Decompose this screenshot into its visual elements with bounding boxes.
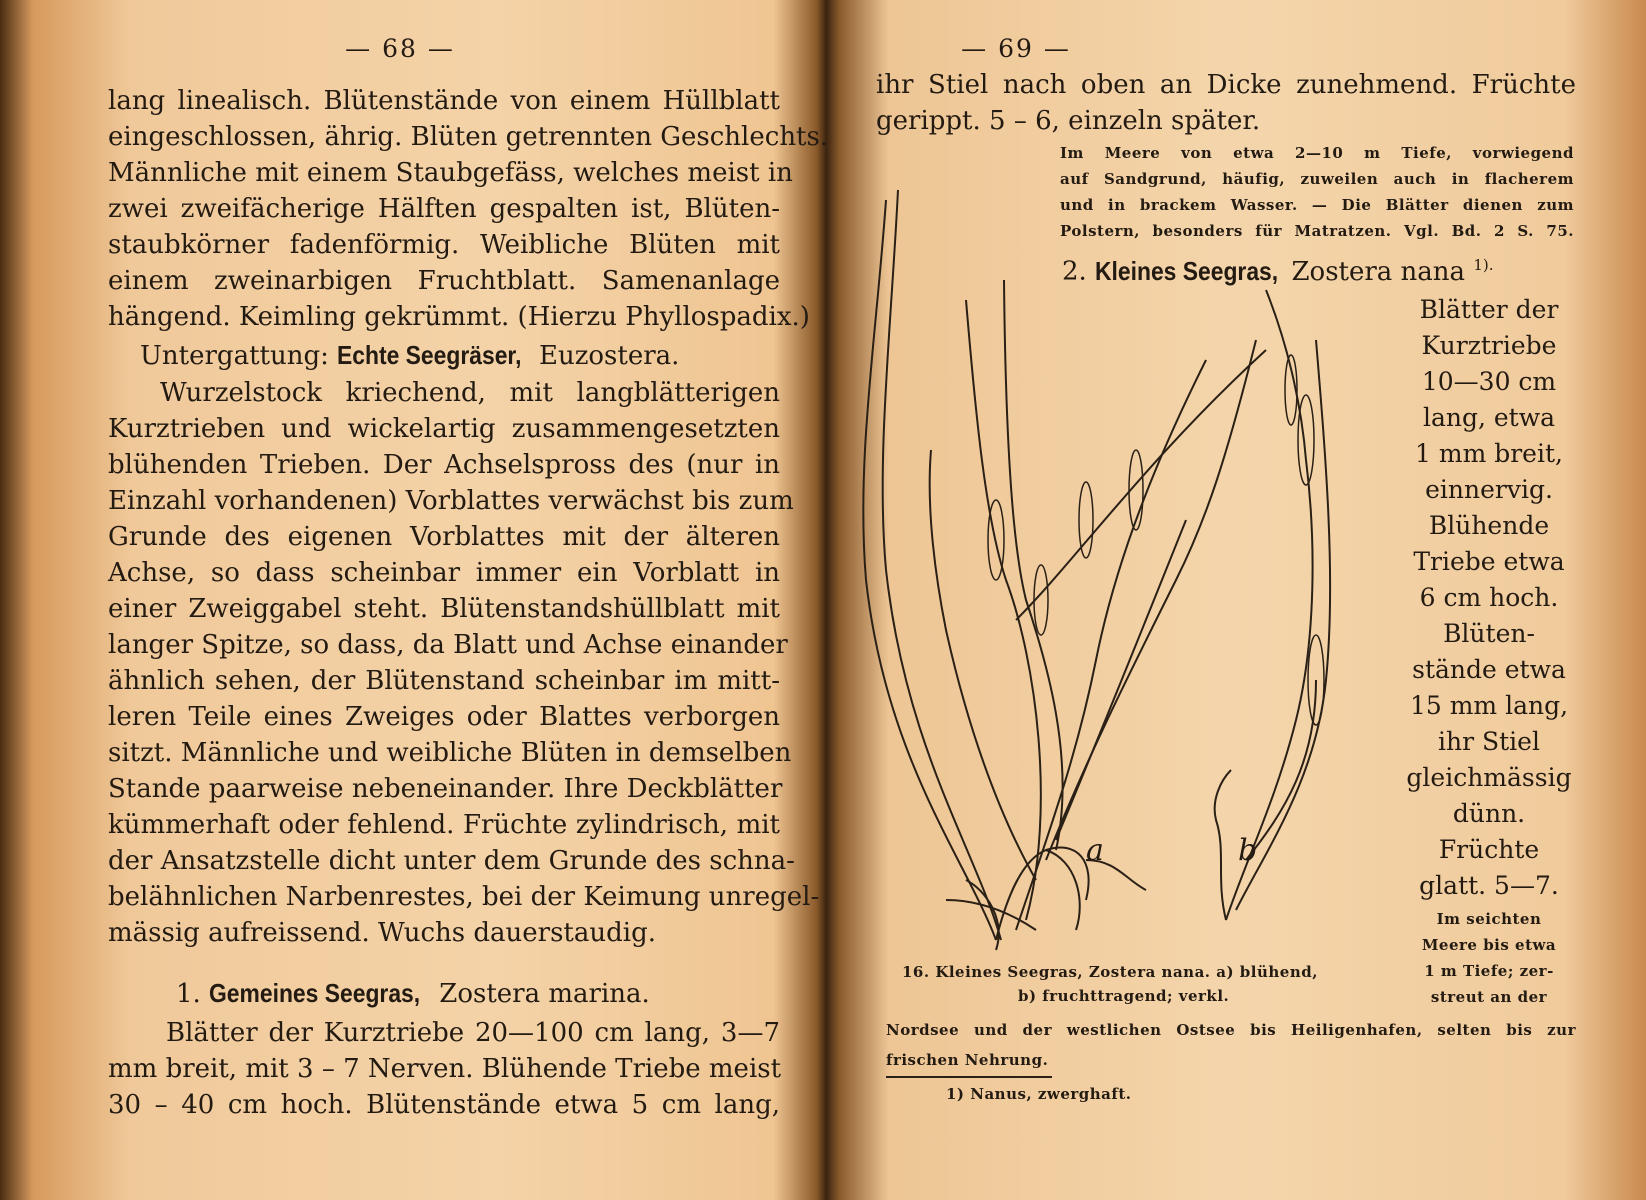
- footnote: 1) Nanus, zwerghaft.: [946, 1085, 1132, 1103]
- column-line: 6 cm hoch.: [1419, 583, 1559, 612]
- text-line: Grunde des eigenen Vorblattes mit der älteren: [108, 522, 780, 552]
- text-line: eingeschlossen, ährig. Blüten getrennten Geschlechts.: [108, 122, 829, 152]
- footnote-rule: [886, 1076, 1052, 1078]
- root-stroke: [996, 847, 1089, 940]
- species-latin: Zostera marina.: [439, 979, 650, 1009]
- leaf-stroke: [930, 450, 1036, 880]
- text-line: langer Spitze, so dass, da Blatt und Achse einander: [108, 630, 788, 660]
- text-line: mässig aufreissend. Wuchs dauerstaudig.: [108, 918, 656, 948]
- habitat-line: auf Sandgrund, häufig, zuweilen auch in flacherem: [1060, 170, 1574, 188]
- text-line: blühenden Trieben. Der Achselspross des (nur in: [108, 450, 780, 480]
- column-line: Blühende: [1428, 511, 1550, 540]
- column-line: stände etwa: [1412, 655, 1566, 684]
- text-line: sitzt. Männliche und weibliche Blüten in demselben: [108, 738, 792, 768]
- species-number: 1.: [176, 979, 201, 1009]
- text-line: Einzahl vorhandenen) Vorblattes verwächst bis zum: [108, 486, 794, 516]
- column-line: ihr Stiel: [1438, 727, 1540, 756]
- page-number-left: — 68 —: [345, 34, 455, 63]
- column-line: Kurztriebe: [1421, 331, 1557, 360]
- column-line: Blüten-: [1443, 619, 1535, 648]
- subgenus-name: Echte Seegräser,: [337, 340, 522, 370]
- text-line: hängend. Keimling gekrümmt. (Hierzu Phyllospadix.): [108, 302, 810, 332]
- leaf-stroke: [1236, 340, 1330, 910]
- habitat-line: Polstern, besonders für Matratzen. Vgl. Bd. 2 S. 75.: [1060, 222, 1574, 240]
- subgenus-latin: Euzostera.: [538, 341, 680, 371]
- figure-label-b: b: [1238, 833, 1258, 868]
- column-line: lang, etwa: [1422, 403, 1556, 432]
- species-name: Gemeines Seegras,: [209, 978, 421, 1008]
- column-line: einnervig.: [1425, 475, 1553, 504]
- habitat-line: Im Meere von etwa 2—10 m Tiefe, vorwiegend: [1060, 144, 1574, 162]
- leaf-stroke: [1046, 340, 1256, 860]
- figure-caption: b) fruchttragend; verkl.: [1018, 987, 1230, 1005]
- page-number-right: — 69 —: [961, 34, 1071, 63]
- text-line: Stande paarweise nebeneinander. Ihre Deckblätter: [108, 774, 783, 804]
- column-line: 15 mm lang,: [1409, 691, 1569, 720]
- seagrass-illustration: [846, 160, 1366, 960]
- text-line: Wurzelstock kriechend, mit langblätterigen: [160, 378, 780, 408]
- spike-shape: [1298, 395, 1314, 485]
- text-line: leren Teile eines Zweiges oder Blattes verborgen: [108, 702, 780, 732]
- right-page: [846, 0, 1646, 1200]
- species-latin: Zostera nana: [1291, 256, 1466, 287]
- root-stroke: [1046, 850, 1080, 930]
- footnote-mark: 1).: [1473, 256, 1494, 274]
- figure-label-a: a: [1086, 833, 1104, 868]
- subgenus-heading: [140, 340, 679, 371]
- leaf-stroke: [1016, 360, 1206, 930]
- spike-shape: [1079, 482, 1093, 558]
- column-line: 1 mm breit,: [1415, 439, 1563, 468]
- subgenus-prefix: Untergattung:: [140, 341, 329, 371]
- figure-caption: 16. Kleines Seegras, Zostera nana. a) blühend,: [902, 963, 1318, 981]
- species-name: Kleines Seegras,: [1095, 255, 1279, 286]
- column-line: gleichmässig: [1406, 763, 1572, 792]
- leaf-stroke: [1004, 280, 1063, 850]
- text-line: 30 – 40 cm hoch. Blütenstände etwa 5 cm lang,: [108, 1090, 780, 1120]
- side-column: [1394, 292, 1584, 1010]
- body-small-line: frischen Nehrung.: [886, 1051, 1049, 1069]
- text-line: kümmerhaft oder fehlend. Früchte zylindrisch, mit: [108, 810, 780, 840]
- column-line: glatt. 5—7.: [1419, 871, 1559, 900]
- text-line: ihr Stiel nach oben an Dicke zunehmend. Früchte: [876, 70, 1576, 100]
- column-line: Triebe etwa: [1413, 547, 1565, 576]
- body-small-line: Nordsee und der westlichen Ostsee bis Heiligenhafen, selten bis zur: [886, 1021, 1576, 1039]
- text-line: Achse, so dass scheinbar immer ein Vorblatt in: [108, 558, 780, 588]
- leaf-stroke: [1226, 290, 1313, 920]
- species-heading-1: [176, 978, 650, 1009]
- text-line: staubkörner fadenförmig. Weibliche Blüten mit: [108, 230, 780, 260]
- text-line: ähnlich sehen, der Blütenstand scheinbar im mitt-: [108, 666, 780, 696]
- text-line: einem zweinarbigen Fruchtblatt. Samenanlage: [108, 266, 780, 296]
- text-line: Blätter der Kurztriebe 20—100 cm lang, 3—7: [166, 1018, 780, 1048]
- text-line: einer Zweiggabel steht. Blütenstandshüllblatt mit: [108, 594, 780, 624]
- species-number: 2.: [1062, 256, 1087, 287]
- text-line: gerippt. 5 – 6, einzeln später.: [876, 106, 1261, 136]
- text-line: lang linealisch. Blütenstände von einem Hüllblatt: [108, 86, 780, 116]
- column-line: Früchte: [1438, 835, 1540, 864]
- column-line: dünn.: [1452, 799, 1526, 828]
- leaf-stroke: [863, 200, 996, 940]
- text-line: mm breit, mit 3 – 7 Nerven. Blühende Triebe meist: [108, 1054, 782, 1084]
- text-line: der Ansatzstelle dicht unter dem Grunde des schna-: [108, 846, 795, 876]
- text-line: Kurztrieben und wickelartig zusammengesetzten: [108, 414, 780, 444]
- text-line: belähnlichen Narbenrestes, bei der Keimung unregel-: [108, 882, 820, 912]
- leaf-stroke: [1056, 520, 1186, 840]
- column-small-line: Im seichten: [1436, 910, 1542, 928]
- root-stroke: [1215, 770, 1231, 920]
- column-small-line: 1 m Tiefe; zer-: [1424, 962, 1554, 980]
- column-small-line: Meere bis etwa: [1421, 936, 1557, 954]
- column-line: 10—30 cm: [1421, 367, 1557, 396]
- leaf-stroke: [1016, 350, 1266, 620]
- column-line: Blätter der: [1419, 295, 1559, 324]
- text-line: Männliche mit einem Staubgefäss, welches meist in: [108, 158, 793, 188]
- habitat-line: und in brackem Wasser. — Die Blätter dienen zum: [1060, 196, 1574, 214]
- text-line: zwei zweifächerige Hälften gespalten ist, Blüten-: [108, 194, 780, 224]
- column-small-line: streut an der: [1430, 988, 1548, 1006]
